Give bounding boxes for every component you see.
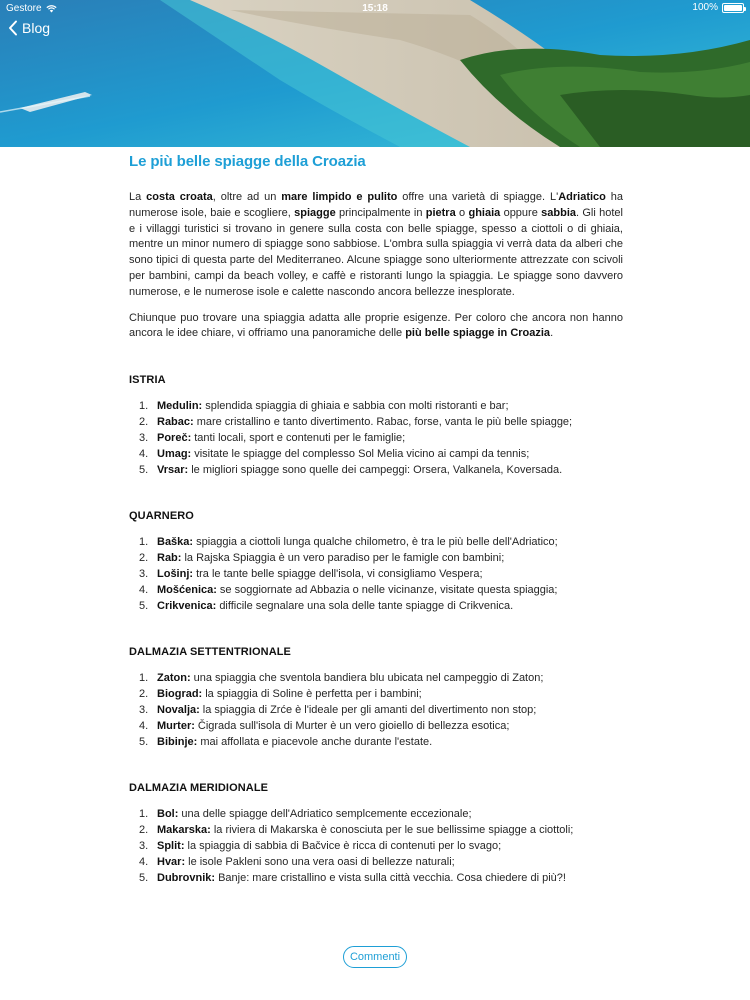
beach-name: Bibinje: xyxy=(157,736,198,749)
region-section xyxy=(129,374,623,478)
beach-description: le isole Pakleni sono una vera oasi di bellezze naturali; xyxy=(188,856,455,869)
battery-icon xyxy=(722,3,744,13)
list-number: 1. xyxy=(139,808,149,821)
beach-name: Hvar: xyxy=(157,856,186,869)
list-item xyxy=(129,462,623,478)
article-intro xyxy=(129,190,623,342)
list-item-body xyxy=(157,718,509,734)
list-number: 4. xyxy=(139,448,149,461)
list-number: 3. xyxy=(139,704,149,717)
list-item-body xyxy=(157,734,432,750)
list-item xyxy=(129,534,623,550)
list-number: 1. xyxy=(139,672,149,685)
beach-description: una delle spiagge dell'Adriatico semplcemente eccezionale; xyxy=(181,808,472,821)
list-number: 5. xyxy=(139,464,149,477)
beach-description: Banje: mare cristallino e vista sulla città vecchia. Cosa chiedere di più?! xyxy=(218,872,566,885)
beach-description: la spiaggia di Zrće è l'ideale per gli amanti del divertimento non stop; xyxy=(202,704,537,717)
beach-description: se soggiornate ad Abbazia o nelle vicinanze, visitate questa spiaggia; xyxy=(219,584,558,597)
beach-name: Crikvenica: xyxy=(157,600,217,613)
list-number: 5. xyxy=(139,736,149,749)
list-number: 1. xyxy=(139,400,149,413)
intro-paragraph xyxy=(129,311,623,343)
list-item-body xyxy=(157,854,455,870)
list-number: 3. xyxy=(139,568,149,581)
list-number: 2. xyxy=(139,688,149,701)
list-item xyxy=(129,670,623,686)
list-item xyxy=(129,598,623,614)
beach-name: Zaton: xyxy=(157,672,191,685)
list-item-body xyxy=(157,822,573,838)
beach-description: la spiaggia di Soline è perfetta per i bambini; xyxy=(205,688,422,701)
beach-name: Rab: xyxy=(157,552,182,565)
beach-description: mare cristallino e tanto divertimento. Rabac, forse, vanta le più belle spiagge; xyxy=(196,416,573,429)
beach-name: Poreč: xyxy=(157,432,192,445)
list-item-body xyxy=(157,534,558,550)
beach-name: Vrsar: xyxy=(157,464,189,477)
bold-text: ghiaia xyxy=(468,206,501,219)
comments-button[interactable]: Commenti xyxy=(343,946,407,968)
bold-text: più belle spiagge in Croazia xyxy=(405,327,551,340)
beach-description: difficile segnalare una sola delle tante spiagge di Crikvenica. xyxy=(219,600,514,613)
list-item-body xyxy=(157,838,501,854)
beach-name: Bol: xyxy=(157,808,179,821)
beach-description: la Rajska Spiaggia è un vero paradiso per le famigle con bambini; xyxy=(184,552,505,565)
text-run: . Gli hotel e i villaggi turistici si trovano in genere sulla costa con belle spiagge, spesso a ciottoli o di ghiaia, mentre un minor numero di spiagge sono sabbiose. L'ombra sulla spiaggia vi verrà data da alberi che sono tipici di questa parte del Mediterraneo. Alcune spiagge sono ulteriormente attrezzate con scivoli per bambini, campi da beach volley, e caffè e ristoranti lungo la spiaggia. Le spiagge sono davvero numerose, e le numerose isole e calette nascondo ancora bellezze inesplorate. xyxy=(129,206,623,298)
beach-name: Baška: xyxy=(157,536,194,549)
beach-description: Čigrada sull'isola di Murter è un vero gioiello di bellezza esotica; xyxy=(197,720,510,733)
beach-description: tra le tante belle spiagge dell'isola, vi consigliamo Vespera; xyxy=(196,568,483,581)
beach-name: Umag: xyxy=(157,448,192,461)
list-item-body xyxy=(157,398,509,414)
status-bar xyxy=(0,0,750,18)
beach-description: la riviera di Makarska è conosciuta per le sue bellissime spiagge a ciottoli; xyxy=(213,824,574,837)
list-item xyxy=(129,718,623,734)
intro-paragraph xyxy=(129,190,623,301)
list-number: 1. xyxy=(139,536,149,549)
list-item-body xyxy=(157,670,543,686)
beach-name: Split: xyxy=(157,840,185,853)
bold-text: spiagge xyxy=(294,206,336,219)
list-number: 4. xyxy=(139,584,149,597)
beach-sections xyxy=(129,374,623,886)
list-number: 2. xyxy=(139,416,149,429)
beach-list xyxy=(129,806,623,886)
list-item xyxy=(129,702,623,718)
region-section xyxy=(129,782,623,886)
beach-name: Murter: xyxy=(157,720,195,733)
list-item xyxy=(129,806,623,822)
beach-name: Novalja: xyxy=(157,704,200,717)
bold-text: costa croata xyxy=(146,191,213,203)
text-run: , oltre ad un xyxy=(212,191,282,203)
section-title: ISTRIA xyxy=(129,374,166,387)
beach-name: Mošćenica: xyxy=(157,584,217,597)
region-section xyxy=(129,510,623,614)
text-run: . xyxy=(550,327,554,340)
bold-text: sabbia xyxy=(541,206,576,219)
text-run: oppure xyxy=(500,206,542,219)
back-button[interactable] xyxy=(8,20,50,36)
chevron-left-icon xyxy=(8,20,18,36)
list-item-body xyxy=(157,702,536,718)
list-number: 3. xyxy=(139,840,149,853)
battery-percent: 100% xyxy=(692,2,718,13)
list-number: 3. xyxy=(139,432,149,445)
list-item xyxy=(129,838,623,854)
list-item xyxy=(129,686,623,702)
status-time: 15:18 xyxy=(362,3,388,14)
list-item xyxy=(129,446,623,462)
beach-illustration xyxy=(0,0,750,147)
section-title: DALMAZIA MERIDIONALE xyxy=(129,782,269,795)
beach-description: tanti locali, sport e contenuti per le famiglie; xyxy=(194,432,406,445)
beach-name: Makarska: xyxy=(157,824,211,837)
article xyxy=(129,150,623,886)
section-title: QUARNERO xyxy=(129,510,194,523)
list-number: 4. xyxy=(139,720,149,733)
list-item xyxy=(129,398,623,414)
list-number: 2. xyxy=(139,552,149,565)
beach-list xyxy=(129,398,623,478)
section-title: DALMAZIA SETTENTRIONALE xyxy=(129,646,291,659)
list-item-body xyxy=(157,550,504,566)
text-run: principalmente in xyxy=(335,206,426,219)
bold-text: Adriatico xyxy=(558,191,606,203)
list-number: 2. xyxy=(139,824,149,837)
article-title: Le più belle spiagge della Croazia xyxy=(129,153,366,170)
list-item xyxy=(129,822,623,838)
beach-description: visitate le spiagge del complesso Sol Melia vicino ai campi da tennis; xyxy=(194,448,530,461)
list-item xyxy=(129,550,623,566)
beach-description: splendida spiaggia di ghiaia e sabbia con molti ristoranti e bar; xyxy=(205,400,509,413)
list-item xyxy=(129,582,623,598)
list-item-body xyxy=(157,870,566,886)
carrier-label: Gestore xyxy=(6,3,42,14)
list-item-body xyxy=(157,582,557,598)
back-button-label: Blog xyxy=(22,20,51,36)
list-item-body xyxy=(157,566,483,582)
list-number: 4. xyxy=(139,856,149,869)
list-item-body xyxy=(157,686,422,702)
beach-list xyxy=(129,670,623,750)
beach-description: spiaggia a ciottoli lunga qualche chilometro, è tra le più belle dell'Adriatico; xyxy=(196,536,558,549)
beach-name: Medulin: xyxy=(157,400,203,413)
text-run: offre una varietà di spiagge. L' xyxy=(397,191,559,203)
beach-description: mai affollata e piacevole anche durante l'estate. xyxy=(200,736,433,749)
text-run: La xyxy=(129,191,147,203)
list-item xyxy=(129,430,623,446)
bold-text: mare limpido e pulito xyxy=(281,191,398,203)
list-item xyxy=(129,854,623,870)
list-item-body xyxy=(157,414,572,430)
text-run: Chiunque puo trovare una spiaggia adatta alle proprie esigenze. Per coloro che ancora non hanno ancora le idee chiare, vi offriamo una panoramiche delle xyxy=(129,311,623,340)
region-section xyxy=(129,646,623,750)
status-battery xyxy=(692,2,744,13)
text-run: o xyxy=(455,206,469,219)
list-number: 5. xyxy=(139,872,149,885)
list-number: 5. xyxy=(139,600,149,613)
list-item xyxy=(129,566,623,582)
list-item-body xyxy=(157,462,562,478)
beach-description: le migliori spiagge sono quelle dei campeggi: Orsera, Valkanela, Koversada. xyxy=(191,464,563,477)
beach-name: Biograd: xyxy=(157,688,203,701)
list-item-body xyxy=(157,598,513,614)
list-item-body xyxy=(157,446,529,462)
list-item xyxy=(129,734,623,750)
list-item xyxy=(129,414,623,430)
beach-name: Lošinj: xyxy=(157,568,194,581)
beach-name: Dubrovnik: xyxy=(157,872,216,885)
beach-description: la spiaggia di sabbia di Bačvice è ricca di contenuti per lo svago; xyxy=(187,840,502,853)
list-item-body xyxy=(157,430,405,446)
bold-text: pietra xyxy=(425,206,456,219)
beach-name: Rabac: xyxy=(157,416,194,429)
beach-list xyxy=(129,534,623,614)
list-item-body xyxy=(157,806,472,822)
text-run: ha numerose isole, baie e scogliere, xyxy=(129,191,624,219)
beach-description: una spiaggia che sventola bandiera blu ubicata nel campeggio di Zaton; xyxy=(193,672,544,685)
list-item xyxy=(129,870,623,886)
hero-beach-image xyxy=(0,0,750,147)
